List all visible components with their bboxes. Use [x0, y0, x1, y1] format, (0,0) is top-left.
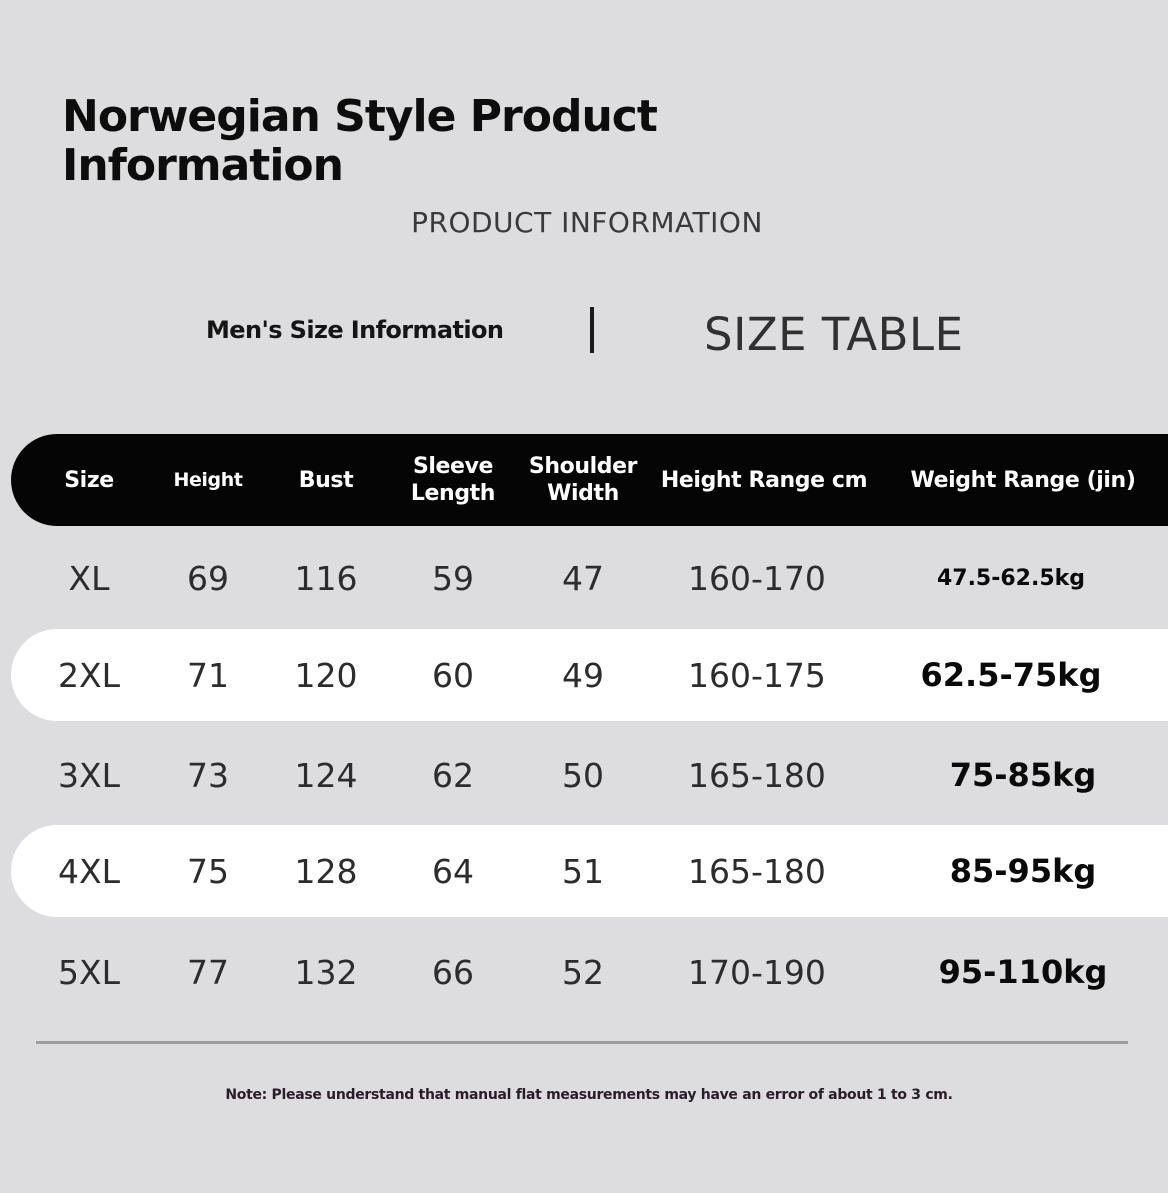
cell-size: 2XL: [58, 655, 120, 695]
header-shoulder-width: Shoulder Width: [528, 454, 638, 506]
cell-weight: 47.5-62.5kg: [936, 565, 1086, 591]
cell-height-range: 165-180: [688, 755, 826, 795]
cell-height-range: 165-180: [688, 851, 826, 891]
cell-sleeve: 60: [432, 655, 474, 695]
cell-bust: 132: [294, 952, 358, 992]
bottom-divider: [36, 1041, 1128, 1044]
cell-height-range: 170-190: [688, 952, 826, 992]
cell-weight: 62.5-75kg: [920, 656, 1102, 694]
cell-size: 5XL: [58, 952, 120, 992]
cell-weight: 95-110kg: [938, 953, 1108, 991]
cell-sleeve: 62: [432, 755, 474, 795]
mens-size-info-label: Men's Size Information: [206, 316, 504, 344]
cell-height: 69: [187, 558, 229, 598]
cell-bust: 128: [294, 851, 358, 891]
table-row: [11, 825, 1168, 917]
page-subtitle: PRODUCT INFORMATION: [411, 206, 763, 239]
header-size: Size: [64, 467, 114, 493]
table-row: [11, 926, 1168, 1018]
cell-height: 77: [187, 952, 229, 992]
table-row: [11, 629, 1168, 721]
cell-height: 71: [187, 655, 229, 695]
header-height: Height: [173, 468, 243, 491]
cell-shoulder: 47: [562, 558, 604, 598]
cell-sleeve: 59: [432, 558, 474, 598]
cell-size: XL: [68, 558, 110, 598]
size-table-header: [11, 434, 1168, 526]
page-title: Norwegian Style Product Information: [62, 91, 657, 191]
cell-height-range: 160-170: [688, 558, 826, 598]
size-table-label: SIZE TABLE: [704, 308, 964, 361]
cell-height-range: 160-175: [688, 655, 826, 695]
header-bust: Bust: [298, 467, 354, 493]
cell-sleeve: 66: [432, 952, 474, 992]
header-height-range: Height Range cm: [660, 467, 868, 493]
cell-bust: 116: [294, 558, 358, 598]
table-row: [11, 532, 1168, 624]
table-row: [11, 729, 1168, 821]
cell-height: 73: [187, 755, 229, 795]
cell-shoulder: 49: [562, 655, 604, 695]
cell-size: 3XL: [58, 755, 120, 795]
cell-shoulder: 50: [562, 755, 604, 795]
header-sleeve-length: Sleeve Length: [410, 454, 496, 506]
section-divider: [590, 307, 594, 353]
cell-shoulder: 51: [562, 851, 604, 891]
cell-weight: 85-95kg: [949, 852, 1097, 890]
measurement-note: Note: Please understand that manual flat measurements may have an error of about 1 to 3 cm.: [225, 1087, 953, 1103]
header-weight-range: Weight Range (jin): [910, 467, 1136, 493]
cell-shoulder: 52: [562, 952, 604, 992]
cell-weight: 75-85kg: [949, 756, 1097, 794]
cell-size: 4XL: [58, 851, 120, 891]
cell-bust: 124: [294, 755, 358, 795]
cell-sleeve: 64: [432, 851, 474, 891]
cell-bust: 120: [294, 655, 358, 695]
cell-height: 75: [187, 851, 229, 891]
